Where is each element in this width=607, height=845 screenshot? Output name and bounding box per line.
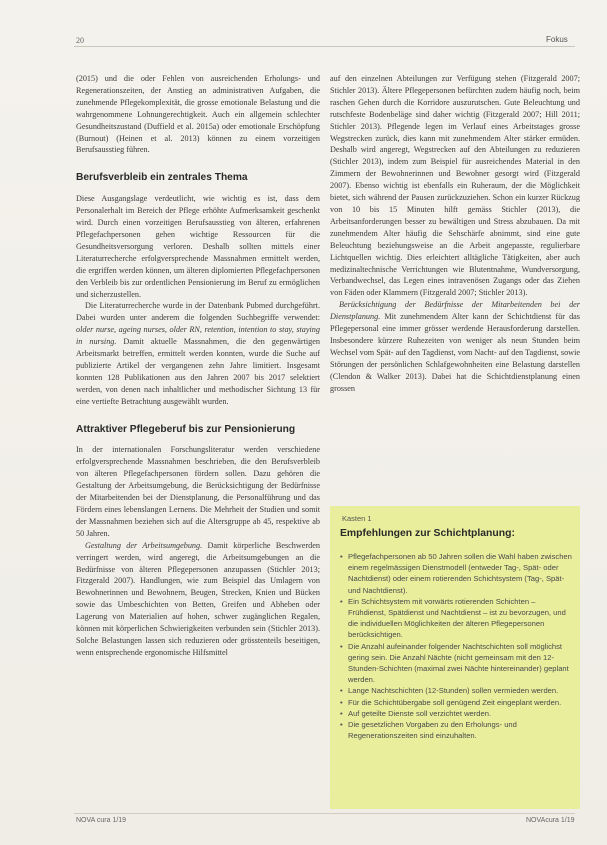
header-rule	[74, 46, 575, 47]
footer-left: NOVA cura 1/19	[76, 817, 127, 824]
list-item-text: Für die Schichtübergabe soll genügend Zeit eingeplant werden.	[348, 697, 562, 707]
paragraph: In der internationalen Forschungsliteratur werden verschiedene erfolgversprechende Massnahmen beschrieben, die den Berufsverbleib von älteren Pflegefachpersonen fördern sollen. Dazu gehören die Gestaltung der Arbeitsumgebung, die Berücksichtigung der Bedürfnisse der Mitarbeitenden bei der Dienstplanung, die Personalführung und das Fördern eines lebenslangen Lernens. Die Mehrheit der Studien und somit der Massnahmen beziehen sich auf die Altersgruppe ab 45, respektive ab 50 Jahren.	[76, 445, 320, 538]
paragraph	[76, 300, 320, 407]
left-column	[76, 73, 320, 659]
section-heading: Attraktiver Pflegeberuf bis zur Pensionierung	[76, 423, 296, 435]
bullet-icon: •	[340, 596, 343, 606]
bullet-icon: •	[340, 720, 343, 730]
section-label: Fokus	[546, 35, 568, 44]
paragraph: (2015) und die oder Fehlen von ausreichenden Erholungs- und Regenerationszeiten, der Anstieg an administrativen Aufgaben, die zunehmende Pflegekomplexität, die grosse emotionale Belastung und die wahrgenommene Lohnungerechtigkeit. Auch ein allgemein schlechter Gesundheitszustand (Duffield et al. 2015a) oder emotionale Erschöpfung (Burnout) (Heinen et al. 2013) können zu einem vorzeitigen Berufsausstieg führen.	[76, 74, 320, 155]
list-item-text: Die gesetzlichen Vorgaben zu den Erholungs- und Regenerationszeiten sind einzuhalten.	[348, 720, 517, 741]
bullet-icon: •	[340, 686, 343, 696]
list-item-text: Die Anzahl aufeinander folgender Nachtschichten soll möglichst gering sein. Die Anzahl Nächte (nicht gemeinsam mit den 12-Stunden-Schichten (maximal zwei Nächte hintereinander) geplant werden.	[348, 641, 569, 685]
list-item	[340, 641, 572, 686]
bullet-icon: •	[340, 641, 343, 651]
footer-right: NOVAcura 1/19	[526, 817, 575, 824]
bullet-icon: •	[340, 708, 343, 718]
list-item	[340, 685, 572, 696]
section-heading: Berufsverbleib ein zentrales Thema	[76, 172, 248, 184]
text-run: older nurse, ageing nurses, older RN, retention, intention to stay, staying in nursing.	[76, 325, 320, 347]
paragraph: auf den einzelnen Abteilungen zur Verfügung stehen (Fitzgerald 2007; Stichler 2013). Ältere Pflegepersonen befürchten zudem häufig noch, beim raschen Gehen durch die Korridore auszurutschen. Gute Beleuchtung und rutschfeste Bodenbeläge sind daher wichtig (Fitzgerald 2007; Hill 2011; Stichler 2013). Pflegende legen im Verlauf eines Arbeitstages grosse Wegstrecken zurück, dies kann mit zunehmendem Alter stärker ermüden. Deshalb wird angeregt, Wegstrecken auf den Abteilungen zu reduzieren (Stichler 2013), indem zum Beispiel für ausreichendes Material in den Zimmern der Bewohnerinnen und Bewohner gesorgt wird (Fitzgerald 2007). Ebenso wichtig ist ebenfalls ein Ruheraum, der die Möglichkeit bietet, sich während der Pausen zurückzuziehen. Schon ein kurzer Rückzug von 10 bis 15 Minuten hilft gemäss Stichler (2013), die Arbeitsanforderungen besser zu bewältigen und Stress abzubauen. Da mit zunehmendem Alter häufig die Sehschärfe abnimmt, sind eine gute Beleuchtung beziehungsweise an die Arbeit angepasste, regulierbare Lichtquellen wichtig. Dies erleichtert alltägliche Tätigkeiten, aber auch medizinaltechnische Verrichtungen wie Blutentnahme, Wundversorgung, Verbandwechsel, das Legen eines intravenösen Zugangs oder das Ziehen von Fäden oder Klammern (Fitzgerald 2007; Stichler 2013).	[330, 74, 580, 298]
list-item	[340, 551, 572, 596]
list-item	[340, 697, 572, 708]
text-run: Die Literaturrecherche wurde in der Datenbank Pubmed durchgeführt. Dabei wurden unter anderem die folgenden Suchbegriffe verwendet:	[76, 301, 320, 323]
list-item	[340, 719, 572, 741]
text-run: Damit aktuelle Massnahmen, die den gegenwärtigen Arbeitsmarkt betreffen, ermittelt werden konnten, wurde die Suche auf publizierte Artikel der vergangenen zehn Jahre limitiert. Insgesamt konnten 128 Publikationen aus den Jahren 2007 bis 2017 selektiert werden, von denen nach inhaltlicher und methodischer Sichtung 13 für eine vertiefte Betrachtung ausgewählt wurden.	[76, 337, 320, 406]
list-item-text: Lange Nachtschichten (12-Stunden) sollen vermieden werden.	[348, 686, 559, 696]
list-item	[340, 708, 572, 719]
box-list	[340, 551, 572, 741]
text-run: Gestaltung der Arbeitsumgebung.	[85, 540, 203, 550]
right-column	[330, 73, 580, 394]
box-title: Empfehlungen zur Schichtplanung:	[340, 528, 515, 539]
paragraph: Diese Ausgangslage verdeutlicht, wie wichtig es ist, dass dem Personalerhalt im Bereich der Pflege erhöhte Aufmerksamkeit geschenkt wird. Durch einen vorzeitigen Berufsausstieg von älteren, erfahrenen Pflegefachpersonen gehen wichtige Ressourcen für die Gesundheitsversorgung verloren. Deshalb sollten mittels einer Literaturrecherche erfolgversprechende Massnahmen ermittelt werden, die ergriffen werden können, um älteren diplomierten Pflegefachpersonen den Verbleib bis zur ordentlichen Pensionierung im Beruf zu ermöglichen und sicherzustellen.	[76, 194, 320, 299]
list-item-text: Pflegefachpersonen ab 50 Jahren sollen die Wahl haben zwischen einem regelmässigen Dienstmodell (entweder Tag-, Spät- oder Nachtdienst) oder einem rotierenden Schichtsystem (Tag-, Spät- und Nachtdienst).	[348, 552, 572, 595]
list-item-text: Auf geteilte Dienste soll verzichtet werden.	[348, 708, 492, 718]
paragraph	[330, 299, 580, 394]
list-item-text: Ein Schichtsystem mit vorwärts rotierenden Schichten – Frühdienst, Spätdienst und Nachtdienst – ist zu bevorzugen, und die individuellen Möglichkeiten der älteren Pflegepersonen berücksichtigen.	[348, 596, 566, 640]
bullet-icon: •	[340, 552, 343, 561]
paragraph	[76, 540, 320, 659]
text-run: Damit körperliche Beschwerden verringert werden, wird angeregt, die Arbeitsumgebungen an die Bedürfnisse von älteren Pflegepersonen anzupassen (Stichler 2013; Fitzgerald 2007). Handlungen, wie zum Beispiel das Umlagern von Bewohnerinnen und Bewohnern, Beugen, Strecken, Knien und Bücken sowie das Umbeschichten von Betten, Greifen und Abheben oder Lagerung von Materialien auf hohen, schwer zugänglichen Regalen, können mit körperlichen Schwierigkeiten verbunden sein (Stichler 2013). Solche Belastungen lassen sich reduzieren oder grösstenteils beseitigen, wenn entsprechende ergonomische Hilfsmittel	[76, 540, 320, 657]
recommendation-box	[330, 506, 580, 809]
list-item	[340, 596, 572, 641]
footer-rule	[74, 813, 575, 814]
text-run: Mit zunehmendem Alter kann der Schichtdienst für das Pflegepersonal eine immer grösser werdende Herausforderung darstellen. Insbesondere kürzere Ruhezeiten von weniger als neun Stunden beim Wechsel vom Spät- auf den Tagdienst, vom Nacht- auf den Tagdienst, sowie Störungen der persönlichen Schlafgewohnheiten eine Belastung darstellen (Clendon & Walker 2013). Dabei hat die Schichtdienstplanung einen grossen	[330, 312, 580, 393]
bullet-icon: •	[340, 697, 343, 707]
text-run: Berücksichtigung der Bedürfnisse der Mitarbeitenden bei der Dienstplanung.	[330, 300, 580, 322]
page-number: 20	[76, 36, 84, 45]
box-label: Kasten 1	[342, 514, 372, 523]
